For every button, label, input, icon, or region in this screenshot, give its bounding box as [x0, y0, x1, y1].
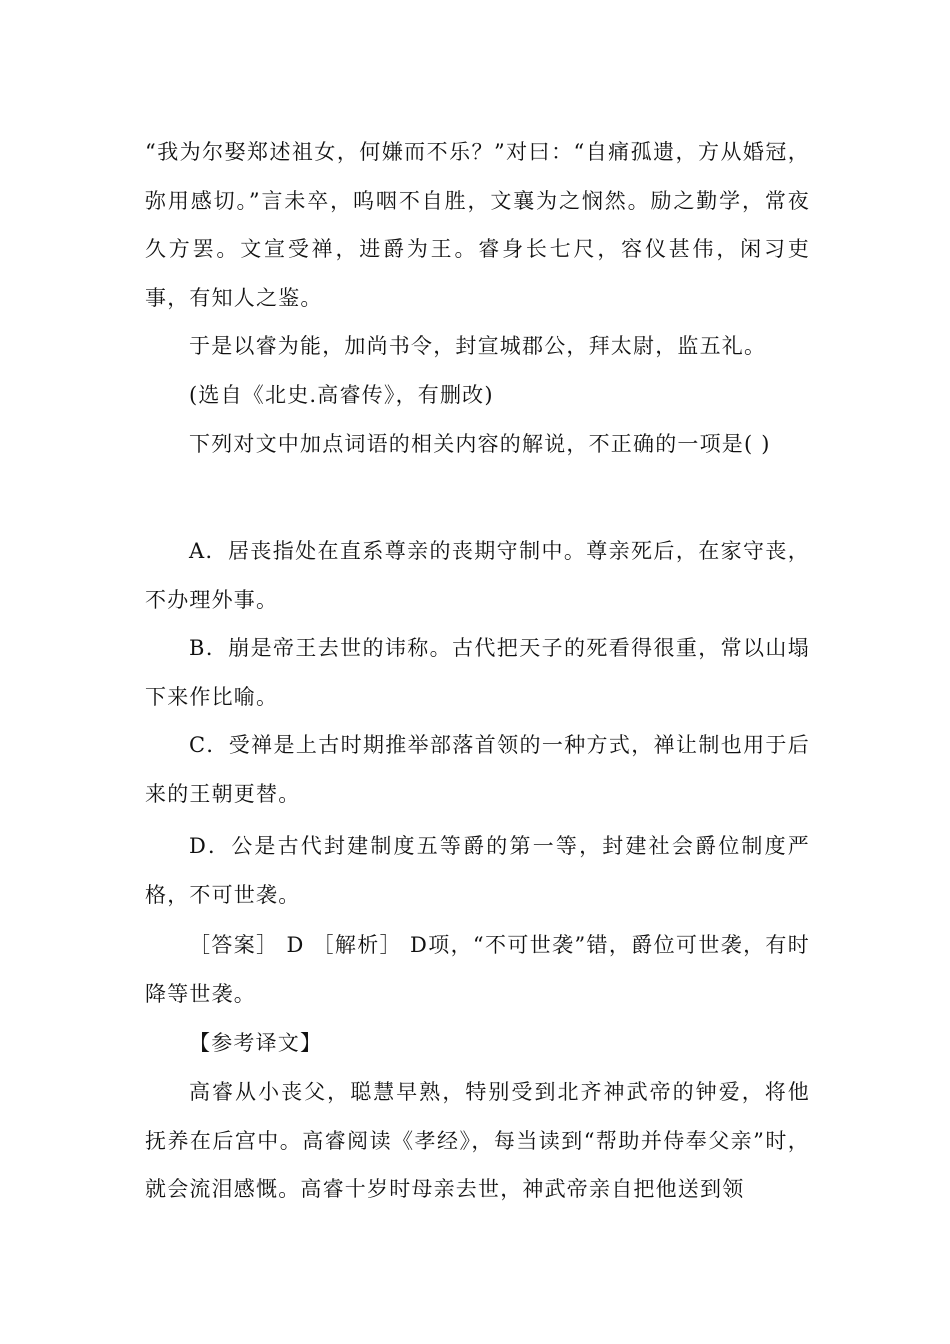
option-d: D．公是古代封建制度五等爵的第一等，封建社会爵位制度严格，不可世袭。 [145, 834, 810, 907]
option-c: C．受禅是上古时期推举部落首领的一种方式，禅让制也用于后来的王朝更替。 [145, 733, 810, 806]
paragraph-quote: “我为尔娶郑述祖女，何嫌而不乐？”对曰：“自痛孤遗，方从婚冠，弥用感切。”言未卒，呜咽不自胜，文襄为之悯然。励之勤学，常夜久方罢。文宣受禅，进爵为王。睿身长七尺，容仪甚伟，闲习吏事，有知人之鉴。 [145, 140, 810, 310]
source-citation: (选自《北史.高睿传》，有删改) [189, 383, 494, 407]
question-stem: 下列对文中加点词语的相关内容的解说，不正确的一项是( ) [189, 432, 771, 456]
option-b: B．崩是帝王去世的讳称。古代把天子的死看得很重，常以山塌下来作比喻。 [145, 636, 810, 709]
option-a: A．居丧指处在直系尊亲的丧期守制中。尊亲死后，在家守丧，不办理外事。 [145, 539, 810, 612]
answer-analysis: ［答案］ D ［解析］ D项，“不可世袭”错，爵位可世袭，有时降等世袭。 [145, 933, 810, 1006]
translation-heading: 【参考译文】 [189, 1031, 323, 1055]
paragraph-appointment: 于是以睿为能，加尚书令，封宣城郡公，拜太尉，监五礼。 [189, 334, 767, 358]
translation-paragraph: 高睿从小丧父，聪慧早熟，特别受到北齐神武帝的钟爱，将他抚养在后宫中。高睿阅读《孝经》，每当读到“帮助并侍奉父亲”时，就会流泪感慨。高睿十岁时母亲去世，神武帝亲自把他送到领 [145, 1080, 810, 1201]
